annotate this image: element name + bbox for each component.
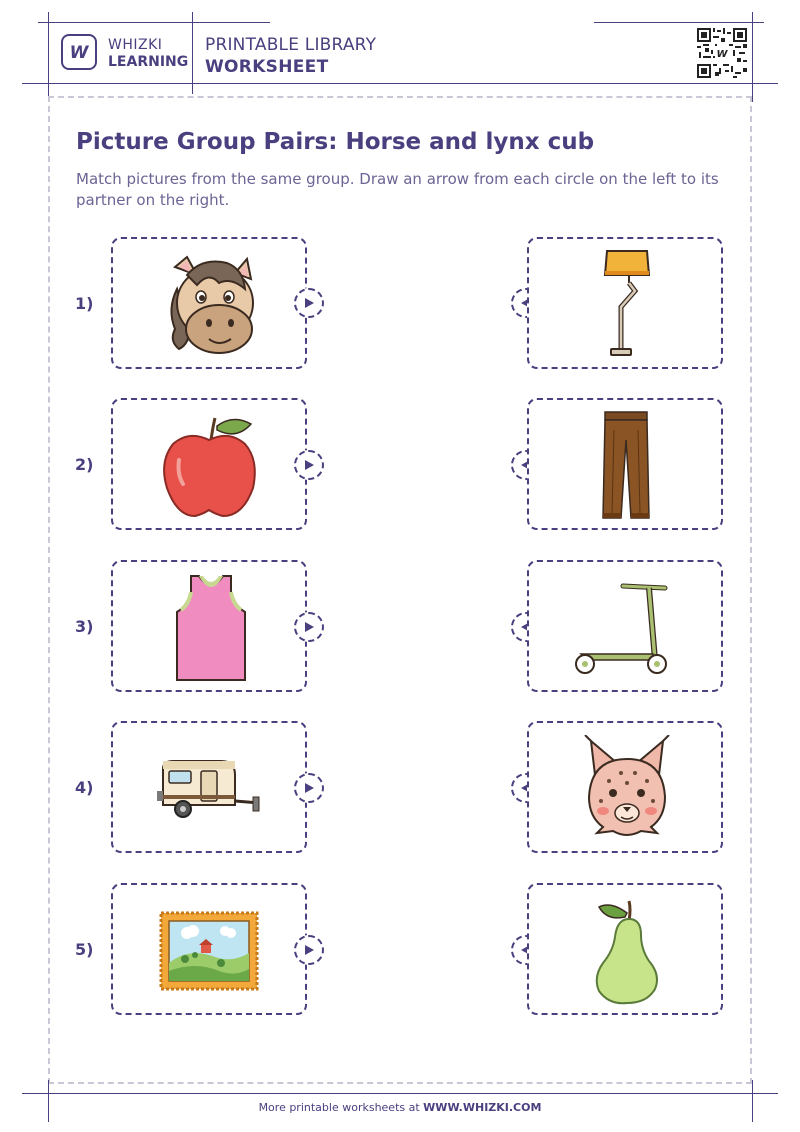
left-picture-card xyxy=(111,560,307,692)
footer-rule xyxy=(22,1093,778,1094)
left-answer-circle[interactable] xyxy=(294,450,324,480)
header-worksheet-label: WORKSHEET xyxy=(205,57,329,77)
left-answer-circle[interactable] xyxy=(294,935,324,965)
right-picture-card xyxy=(527,237,723,369)
camper-trailer-picture xyxy=(155,757,267,823)
row-number: 1) xyxy=(75,294,94,313)
header-rule-right xyxy=(752,12,753,102)
right-picture-card xyxy=(527,721,723,853)
worksheet-instructions: Match pictures from the same group. Draw an arrow from each circle on the left to its partner on the right. xyxy=(76,170,719,209)
footer-text xyxy=(0,1101,800,1114)
left-picture-card xyxy=(111,883,307,1015)
left-answer-circle[interactable] xyxy=(294,773,324,803)
left-answer-circle[interactable] xyxy=(294,288,324,318)
svg-text:W: W xyxy=(69,43,89,62)
brown-trousers-picture xyxy=(601,410,651,522)
header-rule-divider xyxy=(192,12,193,94)
header-rule-top-right xyxy=(594,22,764,23)
brand-name: WHIZKI xyxy=(108,37,163,53)
left-picture-card xyxy=(111,721,307,853)
row-number: 4) xyxy=(75,778,94,797)
horse-face-picture xyxy=(157,249,267,361)
red-apple-picture xyxy=(159,410,261,522)
header-rule-left xyxy=(48,12,49,102)
green-pear-picture xyxy=(591,897,661,1007)
lynx-cub-face-picture xyxy=(581,735,673,847)
header-library-label: PRINTABLE LIBRARY xyxy=(205,35,377,55)
arrow-right-icon xyxy=(303,782,315,794)
kick-scooter-picture xyxy=(573,580,673,678)
w-logo-icon xyxy=(61,34,97,70)
footer-prefix: More printable worksheets at xyxy=(258,1101,424,1114)
worksheet-title: Picture Group Pairs: Horse and lynx cub xyxy=(76,129,595,155)
qr-code-icon xyxy=(697,28,747,78)
footer-site-link[interactable]: WWW.WHIZKI.COM xyxy=(423,1101,542,1114)
arrow-right-icon xyxy=(303,944,315,956)
right-picture-card xyxy=(527,883,723,1015)
arrow-right-icon xyxy=(303,297,315,309)
framed-landscape-painting-picture xyxy=(159,911,259,991)
left-answer-circle[interactable] xyxy=(294,612,324,642)
row-number: 2) xyxy=(75,455,94,474)
brand-subname: LEARNING xyxy=(108,54,189,70)
svg-text:W: W xyxy=(716,49,728,60)
floor-lamp-picture xyxy=(599,247,655,363)
arrow-right-icon xyxy=(303,459,315,471)
right-picture-card xyxy=(527,398,723,530)
header-rule-top-left xyxy=(38,22,270,23)
header-rule-bottom xyxy=(22,83,778,84)
pink-tank-top-picture xyxy=(169,572,253,686)
row-number: 5) xyxy=(75,940,94,959)
right-picture-card xyxy=(527,560,723,692)
row-number: 3) xyxy=(75,617,94,636)
arrow-right-icon xyxy=(303,621,315,633)
left-picture-card xyxy=(111,237,307,369)
left-picture-card xyxy=(111,398,307,530)
